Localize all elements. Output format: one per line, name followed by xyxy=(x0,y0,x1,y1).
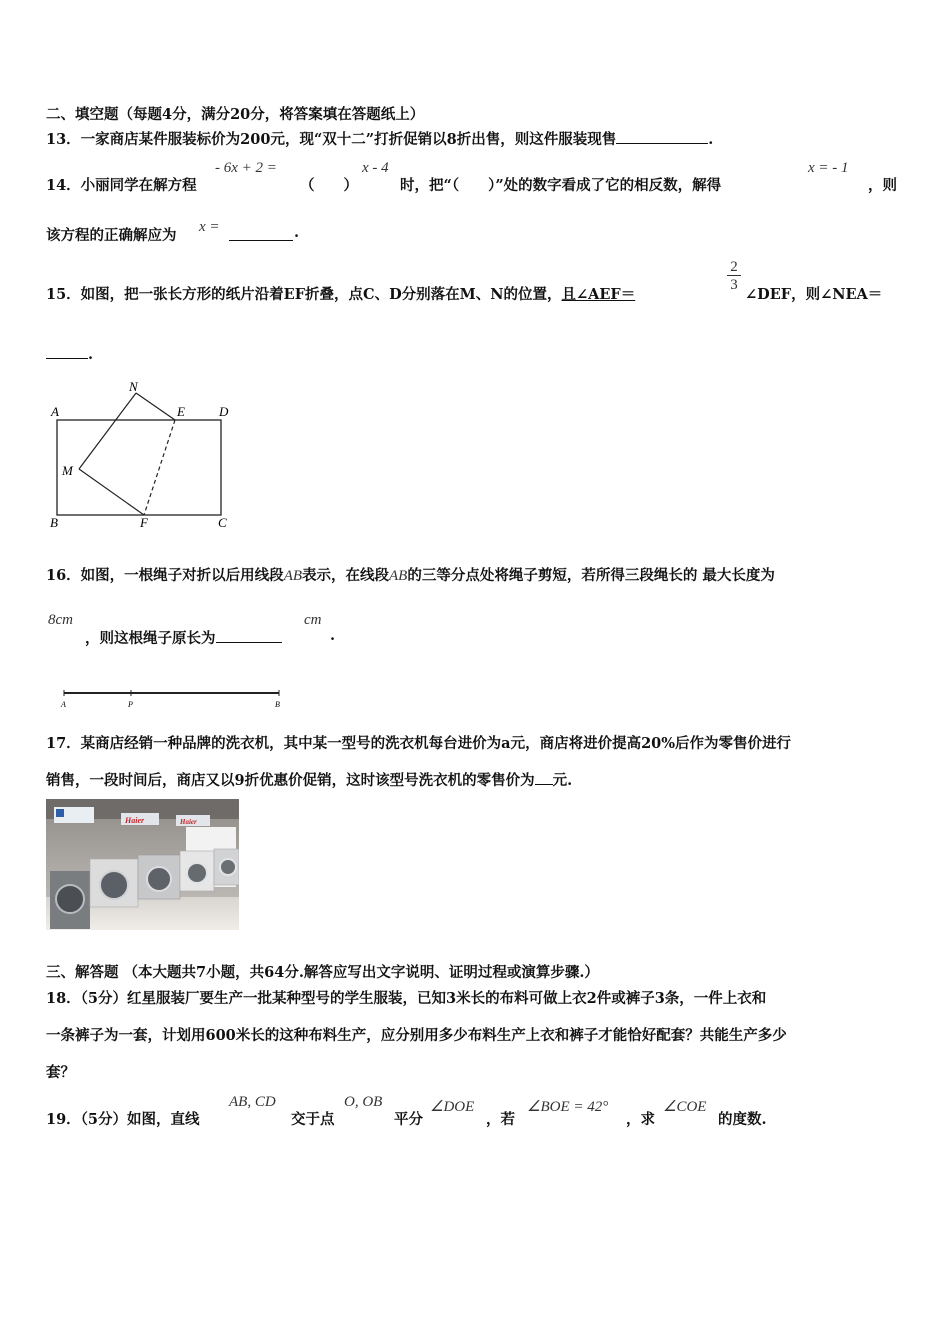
label-e: E xyxy=(177,404,185,419)
q16-rope-figure xyxy=(55,684,295,714)
q15-suffix: ∠DEF，则∠NEA＝ xyxy=(745,286,883,303)
q14-prefix: 14．小丽同学在解方程 xyxy=(46,177,197,194)
section-2-heading: 二、填空题（每题4分，满分20分，将答案填在答题纸上） xyxy=(46,106,425,123)
q14-line2-tail: . xyxy=(294,224,300,241)
q17-line1: 17．某商店经销一种品牌的洗衣机，其中某一型号的洗衣机每台进价为a元，商店将进价提高20%后作为零售价进行 xyxy=(46,735,792,752)
q14-answer-blank[interactable] xyxy=(229,239,293,241)
q16-ab-2: AB xyxy=(389,568,408,584)
q15-frac-num: 2 xyxy=(727,259,741,276)
q19-prefix: 19．（5分）如图，直线 xyxy=(46,1111,200,1128)
q13-answer-blank[interactable] xyxy=(616,142,708,144)
folded-flap xyxy=(136,393,175,420)
label-d: D xyxy=(219,404,229,419)
q16-unit: cm xyxy=(304,612,322,628)
label-b: B xyxy=(50,515,58,530)
q19-math-3: ∠DOE xyxy=(430,1099,475,1115)
q15-answer-blank[interactable] xyxy=(46,357,88,359)
q17-answer-blank[interactable] xyxy=(535,783,553,785)
q18-line1: 18．（5分）红星服装厂要生产一批某种型号的学生服装，已知3米长的布料可做上衣2件或裤子3条，一件上衣和 xyxy=(46,990,767,1007)
q15-fold-figure xyxy=(40,375,240,535)
q18-line3: 套？ xyxy=(46,1064,75,1081)
q14-equation-left: - 6x + 2 = xyxy=(215,160,277,176)
q19-text-2: 平分 xyxy=(394,1111,423,1128)
label-m: M xyxy=(62,463,73,478)
flap-mf xyxy=(79,469,144,515)
q19-text-5: 的度数. xyxy=(718,1111,767,1128)
fold-line-ef xyxy=(144,420,175,515)
q14-line2-var: x = xyxy=(199,219,220,235)
q19-text-3: ，若 xyxy=(486,1111,515,1128)
q14-line2-prefix: 该方程的正确解应为 xyxy=(46,227,177,244)
flap-nm xyxy=(79,393,136,469)
brand-sign-1: Haier xyxy=(125,816,145,825)
q19-text-1: 交于点 xyxy=(291,1111,335,1128)
q16-ab-1: AB xyxy=(283,568,303,584)
q15-fraction xyxy=(727,259,741,294)
q16-answer-blank[interactable] xyxy=(216,641,282,643)
q19-math-2: O, OB xyxy=(344,1094,383,1110)
q15-answer-line xyxy=(46,346,93,363)
q13-text: 13．一家商店某件服装标价为200元，现“双十二”打折促销以8折出售，则这件服装现售 xyxy=(46,131,617,148)
q16-length: 8cm xyxy=(48,612,73,628)
q19-math-1: AB, CD xyxy=(229,1094,276,1110)
q14-solution: x = - 1 xyxy=(808,160,849,176)
label-b: B xyxy=(275,700,280,709)
q16-mid-1: 表示，在线段 xyxy=(302,567,390,584)
q14-mid: 时，把“（ ）”处的数字看成了它的相反数，解得 xyxy=(400,177,722,194)
q17-line2-tail: 元. xyxy=(552,772,573,789)
rectangle-abcd xyxy=(57,420,221,515)
q14-paren-1: （ ） xyxy=(300,177,358,194)
q16-mid-2: 的三等分点处将绳子剪短，若所得三段绳长的 最大长度为 xyxy=(407,567,775,584)
label-f: F xyxy=(140,515,148,530)
q19-text-4: ，求 xyxy=(626,1111,655,1128)
q15-prefix: 15．如图，把一张长方形的纸片沿着EF折叠，点C、D分别落在M、N的位置， xyxy=(46,286,562,303)
section-3-heading: 三、解答题 （本大题共7小题，共64分.解答应写出文字说明、证明过程或演算步骤.） xyxy=(46,964,599,981)
label-a: A xyxy=(51,404,59,419)
brand-sign-2: Haier xyxy=(180,818,197,826)
q14-suffix: ，则 xyxy=(868,177,897,194)
label-p: P xyxy=(128,700,133,709)
q14-equation-right: x - 4 xyxy=(362,160,389,176)
q17-line2: 销售，一段时间后，商店又以9折优惠价促销，这时该型号洗衣机的零售价为 xyxy=(46,772,535,789)
q19-math-4: ∠BOE = 42° xyxy=(527,1099,609,1115)
q16-line2: ，则这根绳子原长为 xyxy=(85,630,216,647)
q15-tail: . xyxy=(88,346,94,363)
label-a: A xyxy=(61,700,66,709)
question-13 xyxy=(46,128,713,149)
q15-underlined: 且∠AEF＝ xyxy=(561,286,636,303)
q13-tail: . xyxy=(708,131,714,148)
label-c: C xyxy=(218,515,227,530)
q19-math-5: ∠COE xyxy=(663,1099,707,1115)
label-n: N xyxy=(129,379,138,394)
q16-prefix: 16．如图，一根绳子对折以后用线段 xyxy=(46,567,284,584)
q15-frac-den: 3 xyxy=(730,277,738,293)
q18-line2: 一条裤子为一套，计划用600米长的这种布料生产，应分别用多少布料生产上衣和裤子才能恰好配套？共能生产多少 xyxy=(46,1027,787,1044)
washing-machine-photo xyxy=(46,799,239,930)
q16-tail: . xyxy=(330,627,336,644)
